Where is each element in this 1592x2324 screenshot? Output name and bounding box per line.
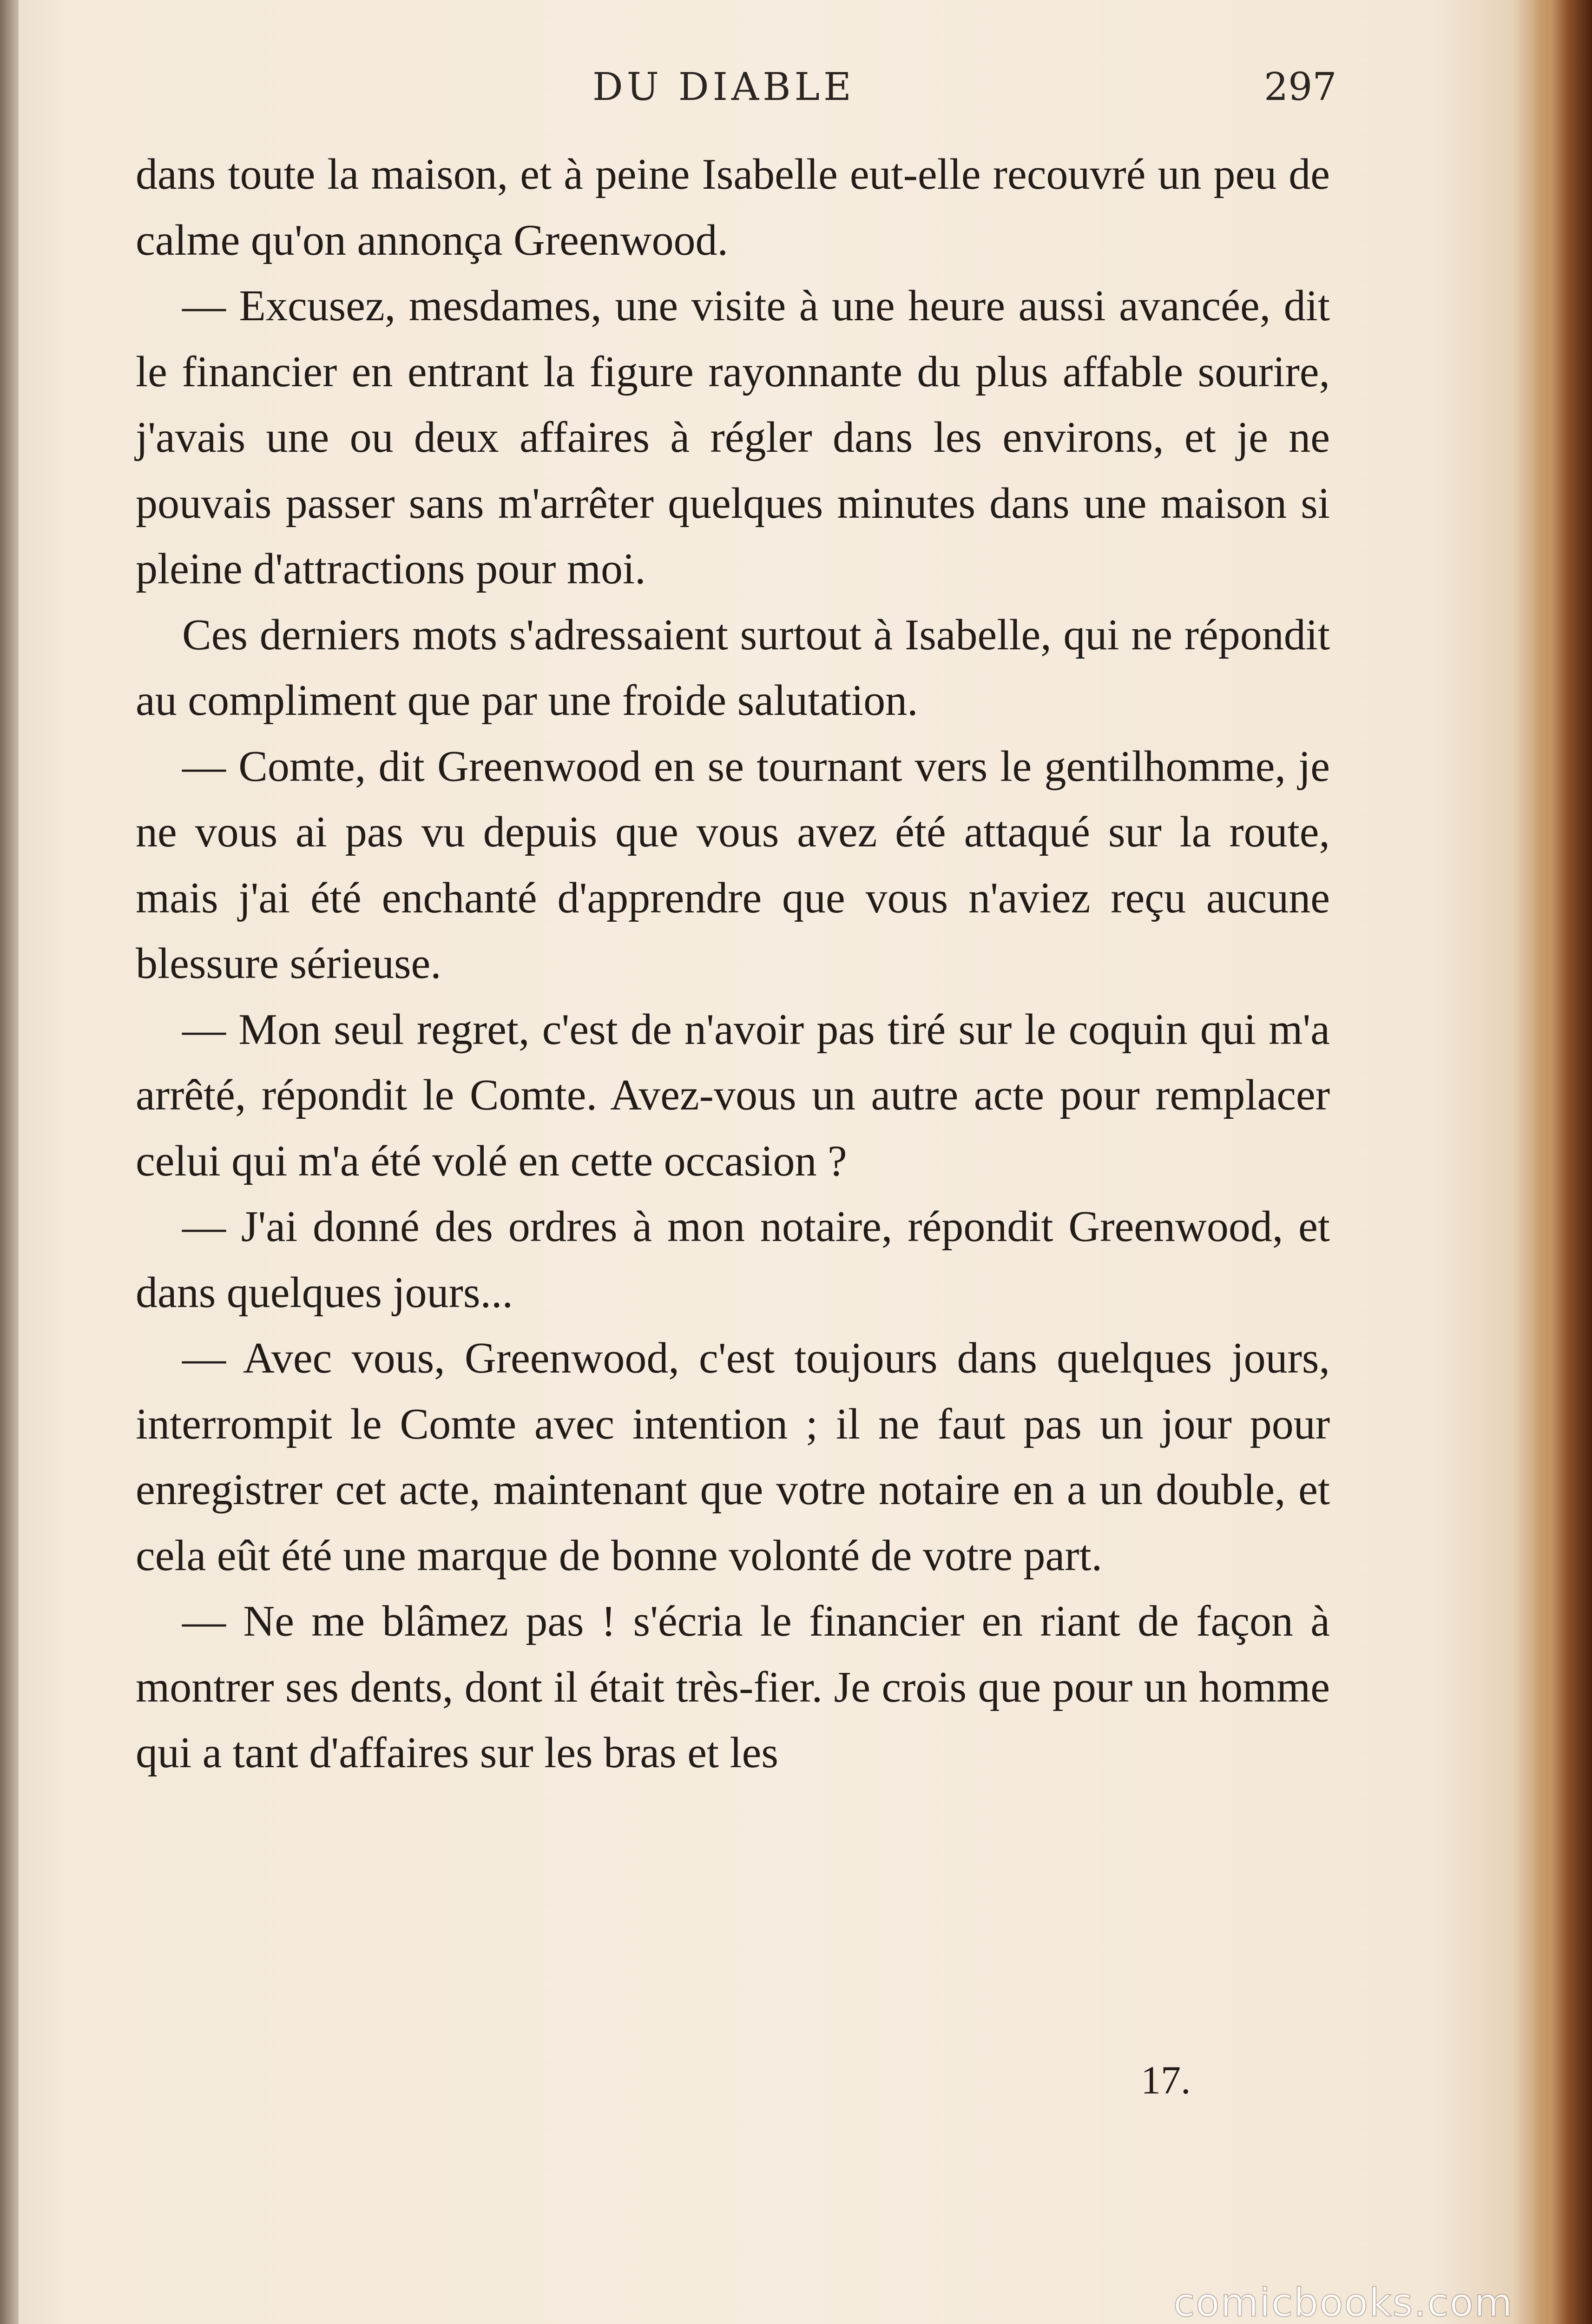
paragraph: — Mon seul regret, c'est de n'avoir pas tiré sur le coquin qui m'a arrêté, répondit le Comte. Avez-vous un autre acte pour remplacer celui qui m'a été volé en cette occasion ? <box>136 1005 1330 1185</box>
body-text <box>136 142 1330 1786</box>
paragraph: — Avec vous, Greenwood, c'est toujours dans quelques jours, interrompit le Comte avec intention ; il ne faut pas un jour pour enregistrer cet acte, maintenant que votre notaire en a un double, et cela eût été une marque de bonne volonté de votre part. <box>136 1334 1330 1580</box>
page-number: 297 <box>1264 65 1337 109</box>
signature-mark: 17. <box>1141 2058 1191 2102</box>
page-gutter <box>0 0 19 2324</box>
paragraph: — Comte, dit Greenwood en se tournant vers le gentilhomme, je ne vous ai pas vu depuis que vous avez été attaqué sur la route, mais j'ai été enchanté d'apprendre que vous n'aviez reçu aucune blessure sérieuse. <box>136 742 1330 988</box>
running-title: DU DIABLE <box>592 65 855 109</box>
paragraph: — Ne me blâmez pas ! s'écria le financier en riant de façon à montrer ses dents, dont il était très-fier. Je crois que pour un homme qui a tant d'affaires sur les bras et les <box>136 1597 1330 1777</box>
paragraph: — Excusez, mesdames, une visite à une heure aussi avancée, dit le financier en entrant la figure rayonnante du plus affable sourire, j'avais une ou deux affaires à régler dans les environs, et je ne pouvais passer sans m'arrêter quelques minutes dans une maison si pleine d'attractions pour moi. <box>136 282 1330 593</box>
paragraph: dans toute la maison, et à peine Isabelle eut-elle recouvré un peu de calme qu'on annonça Greenwood. <box>136 150 1330 264</box>
paragraph: — J'ai donné des ordres à mon notaire, répondit Greenwood, et dans quelques jours... <box>136 1202 1330 1317</box>
watermark: comicbooks.com <box>1173 2280 1513 2324</box>
paragraph: Ces derniers mots s'adressaient surtout à Isabelle, qui ne répondit au compliment que par une froide salutation. <box>136 610 1330 725</box>
book-edge <box>1533 0 1592 2324</box>
